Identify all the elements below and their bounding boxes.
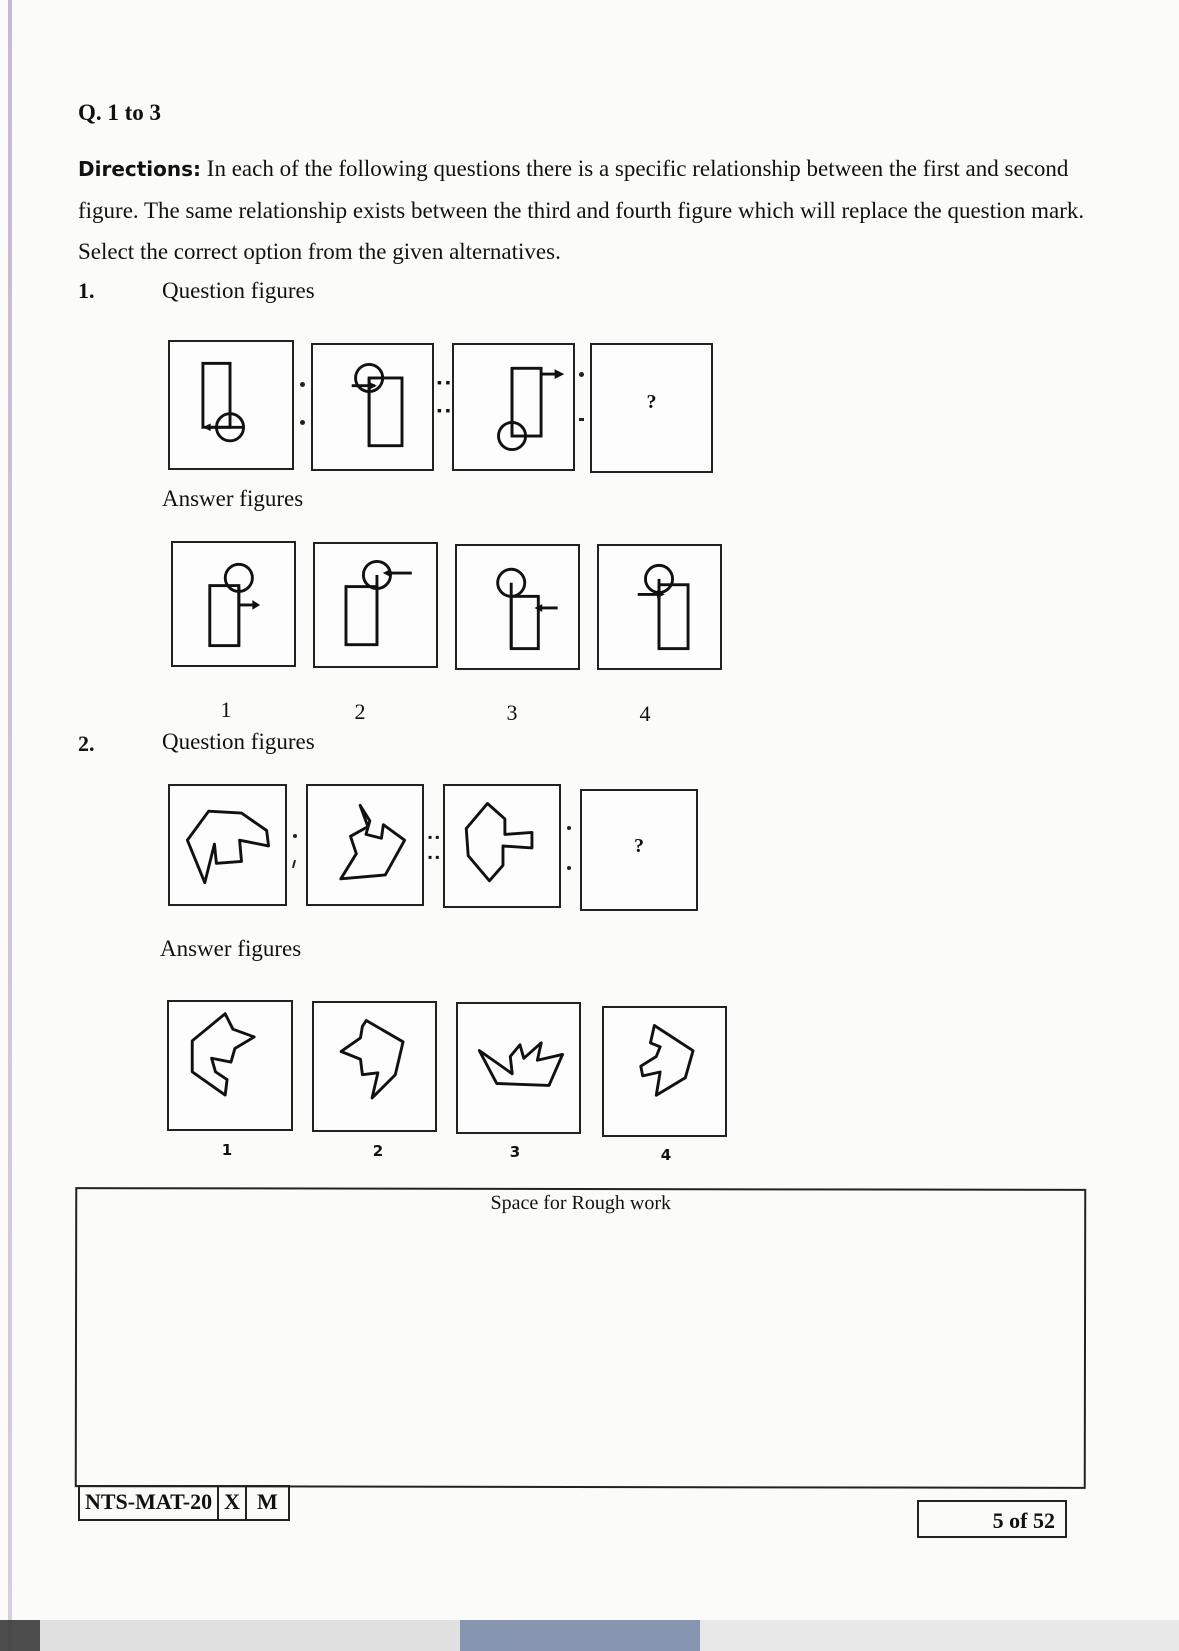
question-2-answer-label: Answer figures [160, 936, 302, 961]
q2-qfig2-drawing [308, 786, 422, 904]
ratio-colon-dot [567, 866, 571, 870]
q2-question-figure-2 [306, 784, 424, 906]
directions-text: In each of the following questions there is a specific relationship between the first and second figure. The same relationship exists between the third and fourth figure which will replace the question mark. Select the correct option from the given alternatives. [78, 156, 1085, 264]
question-1-number: 1. [78, 278, 95, 303]
question-1-answer-label: Answer figures [162, 486, 304, 511]
ratio-colon-dot [292, 860, 296, 868]
page-edge [8, 0, 12, 1651]
ratio-colon-dot [300, 420, 305, 425]
ratio-double-colon: ▪ ▪ [428, 830, 440, 844]
q2-afig1-drawing [169, 1002, 291, 1129]
q2-question-figure-3 [443, 784, 561, 908]
q2-question-figure-1 [168, 784, 287, 906]
q1-qfig3-drawing [454, 345, 573, 469]
ratio-double-colon: ▪ ▪ [437, 376, 451, 391]
directions [78, 148, 1098, 272]
q1-qfig2-drawing [313, 345, 432, 469]
q1-answer-option-3[interactable] [455, 544, 580, 670]
q1-answer-option-4[interactable] [597, 544, 722, 670]
q1-answer-option-1[interactable] [171, 541, 296, 667]
q2-option-number: 3 [509, 1143, 521, 1161]
ratio-colon-dot [567, 826, 571, 830]
q1-question-figure-3 [452, 343, 575, 471]
q2-qfig1-drawing [170, 786, 285, 904]
q2-afig4-drawing [604, 1008, 725, 1135]
question-1-figures-label: Question figures [162, 278, 315, 303]
q1-afig4-drawing [599, 546, 720, 668]
page-number: 5 of 52 [992, 1508, 1055, 1533]
q1-question-figure-unknown [590, 343, 713, 473]
q1-question-figure-2 [311, 343, 434, 471]
q1-qfig1-drawing [170, 342, 292, 468]
page-number-box [917, 1500, 1067, 1538]
q1-question-figure-1 [168, 340, 294, 470]
q2-option-number: 2 [372, 1142, 384, 1160]
ratio-colon-dot [293, 834, 297, 838]
q2-answer-option-4[interactable] [602, 1006, 727, 1137]
ratio-double-colon: ▪ ▪ [428, 850, 440, 864]
q2-answer-option-2[interactable] [312, 1001, 437, 1132]
question-2-number: 2. [78, 731, 95, 756]
ratio-colon-dot [300, 382, 305, 387]
q2-afig3-drawing [458, 1004, 579, 1132]
q1-afig2-drawing [315, 544, 436, 666]
q2-unknown-mark: ? [634, 835, 644, 857]
rough-work-box [75, 1187, 1087, 1489]
section-heading: Q. 1 to 3 [78, 100, 162, 125]
question-2-figures-label: Question figures [162, 729, 315, 754]
paper-medium: M [257, 1489, 278, 1514]
q2-question-figure-unknown [580, 789, 698, 911]
q1-afig1-drawing [173, 543, 294, 665]
q1-option-number: 4 [639, 701, 651, 726]
q2-answer-option-3[interactable] [456, 1002, 581, 1134]
q1-answer-option-2[interactable] [313, 542, 438, 668]
q2-answer-option-1[interactable] [167, 1000, 293, 1131]
q1-unknown-mark: ? [646, 391, 657, 413]
q2-qfig3-drawing [445, 786, 559, 906]
rough-work-label: Space for Rough work [490, 1191, 672, 1215]
paper-code: NTS-MAT-20 [80, 1487, 219, 1519]
ratio-double-colon: ▪ ▪ [437, 404, 451, 419]
ratio-colon-dot [579, 372, 584, 377]
directions-label: Directions: [78, 157, 202, 181]
q1-option-number: 3 [506, 700, 518, 725]
q1-option-number: 1 [220, 697, 232, 722]
q2-option-number: 1 [221, 1141, 233, 1159]
q2-afig2-drawing [314, 1003, 435, 1130]
scan-bottom-edge [0, 1620, 1179, 1651]
paper-code-box [78, 1485, 290, 1521]
q1-afig3-drawing [457, 546, 578, 668]
paper-set: X [219, 1487, 247, 1519]
q2-option-number: 4 [660, 1146, 672, 1164]
ratio-colon-dot [579, 418, 584, 421]
q1-option-number: 2 [354, 699, 366, 724]
